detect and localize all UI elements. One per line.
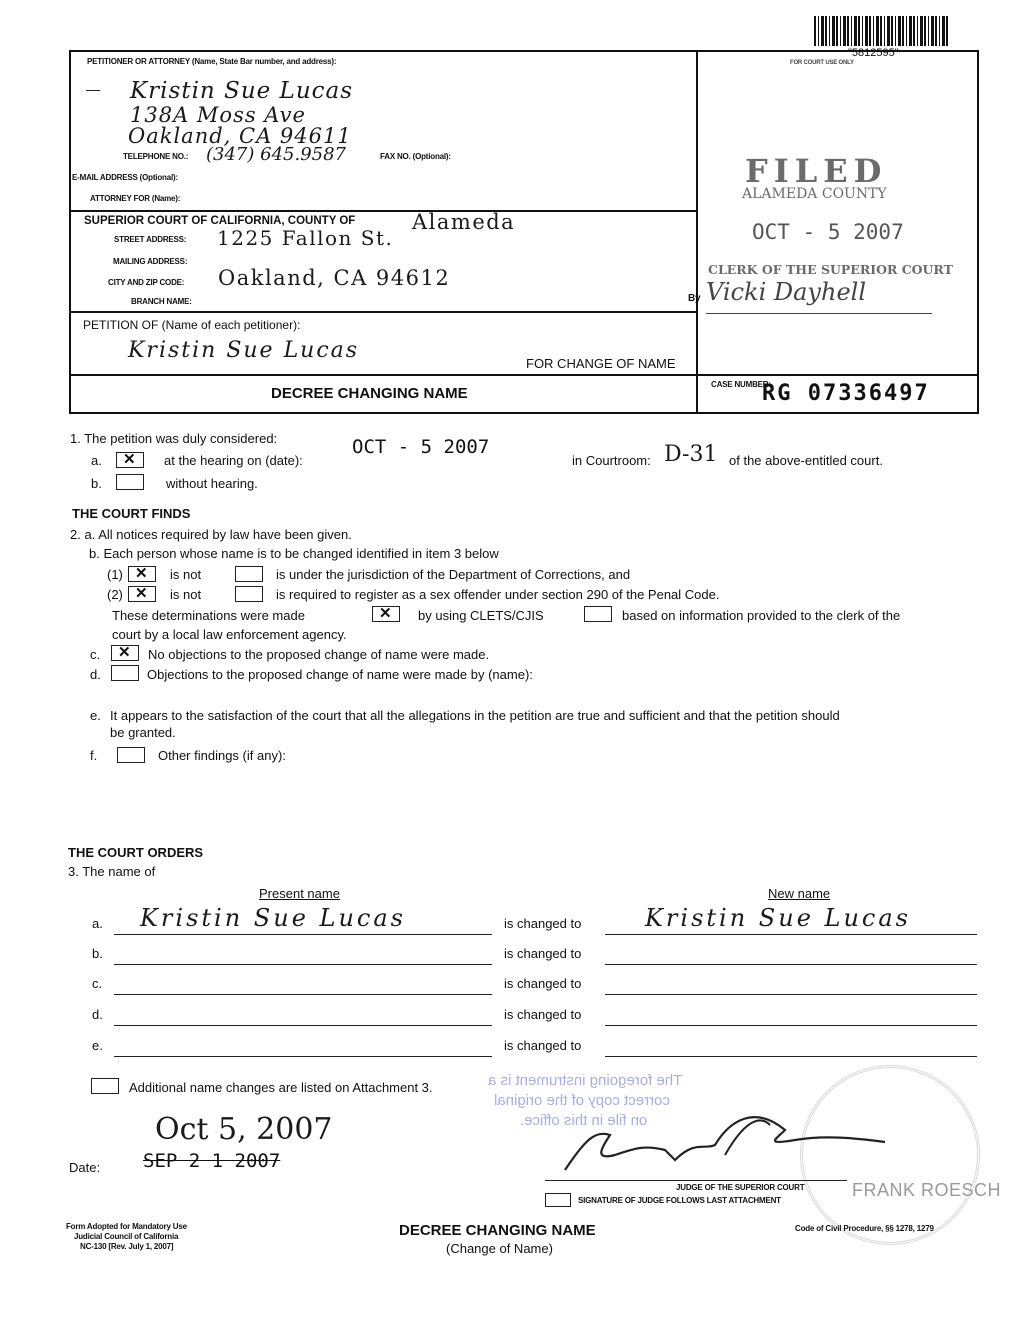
footer-subtitle: (Change of Name) (446, 1241, 553, 1256)
item1-a-text: at the hearing on (date): (164, 453, 303, 468)
finds-b: b. Each person whose name is to be changed identified in item 3 below (89, 546, 499, 561)
courtroom-after: of the above-entitled court. (729, 453, 883, 468)
attorney-for-label: ATTORNEY FOR (Name): (90, 194, 181, 203)
street-label: STREET ADDRESS: (114, 235, 187, 244)
court-use-label: FOR COURT USE ONLY (790, 60, 854, 66)
row-b-new-line[interactable] (605, 964, 977, 965)
row-b-changed: is changed to (504, 946, 582, 961)
courtroom-value: D-31 (664, 442, 718, 467)
case-number-value: RG 07336497 (762, 381, 930, 406)
present-name-header: Present name (259, 886, 340, 901)
hearing-checkbox[interactable] (116, 452, 144, 468)
finds-d-text: Objections to the proposed change of name were made by (name): (147, 667, 533, 682)
row-b-letter: b. (92, 946, 103, 961)
finds-e-text2: be granted. (110, 725, 176, 740)
date-struck: SEP 2 1 2007 (143, 1150, 281, 1172)
courtroom-label: in Courtroom: (572, 453, 651, 468)
footer-adopted-1: Form Adopted for Mandatory Use (66, 1222, 187, 1231)
fax-label: FAX NO. (Optional): (380, 152, 451, 161)
judge-label: JUDGE OF THE SUPERIOR COURT (676, 1183, 805, 1192)
petitioner-label: PETITIONER OR ATTORNEY (Name, State Bar number, and address): (87, 57, 337, 66)
clets-checkbox[interactable] (372, 606, 400, 622)
clets-text: by using CLETS/CJIS (418, 608, 544, 623)
finds-c-text: No objections to the proposed change of name were made. (148, 647, 490, 662)
row-a-letter: a. (92, 916, 103, 931)
barcode (814, 16, 950, 46)
row-e-changed: is changed to (504, 1038, 582, 1053)
finds-b1-num: (1) (107, 567, 123, 582)
row-c-letter: c. (92, 976, 103, 991)
clerk-signature: Vicki Dayhell (706, 278, 866, 306)
objections-checkbox[interactable] (111, 665, 139, 681)
based-on-text: based on information provided to the clerk of the (622, 608, 901, 623)
row-d-letter: d. (92, 1007, 103, 1022)
other-findings-checkbox[interactable] (117, 747, 145, 763)
case-number-label: CASE NUMBER: (711, 380, 771, 389)
no-objections-checkbox[interactable] (111, 645, 139, 661)
petitioner-street: 138A Moss Ave (130, 103, 306, 127)
additional-names-text: Additional name changes are listed on Attachment 3. (129, 1080, 433, 1095)
row-a-changed: is changed to (504, 916, 582, 931)
row-a-present-line (114, 934, 492, 935)
finds-b1-text: is under the jurisdiction of the Department of Corrections, and (276, 567, 631, 582)
city-value: Oakland, CA 94612 (218, 266, 451, 290)
mailing-label: MAILING ADDRESS: (113, 257, 188, 266)
determinations: These determinations were made (112, 608, 305, 623)
row-e-present-line[interactable] (114, 1056, 492, 1057)
footer-adopted-3: NC-130 [Rev. July 1, 2007] (80, 1242, 174, 1251)
filed-stamp-county: ALAMEDA COUNTY (742, 186, 887, 202)
finds-b2-text: is required to register as a sex offender under section 290 of the Penal Code. (276, 587, 720, 602)
petition-of-value: Kristin Sue Lucas (128, 338, 360, 363)
date-handwritten: Oct 5, 2007 (155, 1112, 333, 1147)
row-c-new-line[interactable] (605, 994, 977, 995)
date-label: Date: (69, 1160, 101, 1175)
ghost-line-3: on file in this office. (520, 1112, 648, 1129)
row-d-new-line[interactable] (605, 1025, 977, 1026)
local-agency-checkbox[interactable] (584, 606, 612, 622)
divider-2 (69, 311, 697, 313)
signature-follows-checkbox[interactable] (545, 1193, 571, 1207)
petitioner-city: Oakland, CA 94611 (128, 124, 352, 148)
petitioner-name: Kristin Sue Lucas (130, 78, 354, 104)
for-change-label: FOR CHANGE OF NAME (526, 356, 676, 371)
item1-b-label: b. (91, 476, 102, 491)
court-label: SUPERIOR COURT OF CALIFORNIA, COUNTY OF (84, 215, 356, 227)
agency-text: court by a local law enforcement agency. (112, 627, 347, 642)
county-value: Alameda (412, 210, 516, 234)
row-d-present-line[interactable] (114, 1025, 492, 1026)
row-e-letter: e. (92, 1038, 103, 1053)
city-label: CITY AND ZIP CODE: (108, 278, 185, 287)
without-hearing-checkbox[interactable] (116, 474, 144, 490)
hearing-date-value: OCT - 5 2007 (352, 436, 490, 458)
telephone-label: TELEPHONE NO.: (123, 152, 189, 161)
row-c-present-line[interactable] (114, 994, 492, 995)
judge-line (545, 1180, 847, 1181)
filed-stamp-by: By (688, 293, 701, 304)
ghost-line-2: correct copy of the original (494, 1092, 670, 1109)
court-orders-heading: THE COURT ORDERS (68, 845, 204, 860)
row-a-new-line (605, 934, 977, 935)
footer-code: Code of Civil Procedure, §§ 1278, 1279 (795, 1224, 934, 1233)
signature-follows-text: SIGNATURE OF JUDGE FOLLOWS LAST ATTACHMENT (578, 1196, 781, 1205)
b1-isnot-checkbox[interactable] (128, 566, 156, 582)
finds-e-text: It appears to the satisfaction of the court that all the allegations in the petition are true and sufficient and that the petition should (110, 708, 840, 723)
ghost-line-1: The foregoing instrument is a (488, 1072, 683, 1089)
finds-b1-isnot: is not (170, 567, 202, 582)
divider-1 (69, 210, 697, 212)
finds-f-text: Other findings (if any): (158, 748, 286, 763)
item3-text: 3. The name of (68, 864, 156, 879)
footer-title: DECREE CHANGING NAME (399, 1222, 596, 1239)
additional-names-checkbox[interactable] (91, 1078, 119, 1094)
decree-title: DECREE CHANGING NAME (271, 385, 468, 402)
item1-text: 1. The petition was duly considered: (70, 431, 278, 446)
row-a-new: Kristin Sue Lucas (645, 904, 911, 932)
row-c-changed: is changed to (504, 976, 582, 991)
divider-3 (69, 374, 979, 376)
item1-b-text: without hearing. (166, 476, 258, 491)
clerk-signature-line (706, 313, 932, 314)
finds-a: 2. a. All notices required by law have been given. (70, 527, 352, 542)
street-value: 1225 Fallon St. (217, 226, 394, 250)
finds-b2-isnot: is not (170, 587, 202, 602)
finds-f-label: f. (90, 748, 98, 763)
new-name-header: New name (768, 886, 831, 901)
vertical-divider (696, 50, 698, 414)
b2-is-checkbox[interactable] (235, 586, 263, 602)
item1-a-label: a. (91, 453, 102, 468)
dash-mark (86, 90, 100, 91)
b1-is-checkbox[interactable] (235, 566, 263, 582)
filed-stamp-date: OCT - 5 2007 (752, 220, 904, 244)
finds-e-label: e. (90, 708, 101, 723)
branch-label: BRANCH NAME: (131, 297, 192, 306)
telephone-value: (347) 645.9587 (206, 144, 347, 165)
petition-of-label: PETITION OF (Name of each petitioner): (83, 318, 301, 332)
filed-stamp-clerk: CLERK OF THE SUPERIOR COURT (708, 262, 953, 277)
footer-adopted-2: Judicial Council of California (74, 1232, 179, 1241)
finds-c-label: c. (90, 647, 101, 662)
email-label: E-MAIL ADDRESS (Optional): (72, 173, 178, 182)
finds-b2-num: (2) (107, 587, 123, 602)
row-a-present: Kristin Sue Lucas (140, 904, 406, 932)
row-d-changed: is changed to (504, 1007, 582, 1022)
judge-signature (555, 1100, 895, 1180)
judge-name: FRANK ROESCH (852, 1180, 1002, 1200)
row-b-present-line[interactable] (114, 964, 492, 965)
court-finds-heading: THE COURT FINDS (72, 506, 191, 521)
b2-isnot-checkbox[interactable] (128, 586, 156, 602)
finds-d-label: d. (90, 667, 101, 682)
barcode-number: "5812595" (848, 47, 899, 59)
row-e-new-line[interactable] (605, 1056, 977, 1057)
filed-stamp-title: FILED (745, 152, 888, 190)
